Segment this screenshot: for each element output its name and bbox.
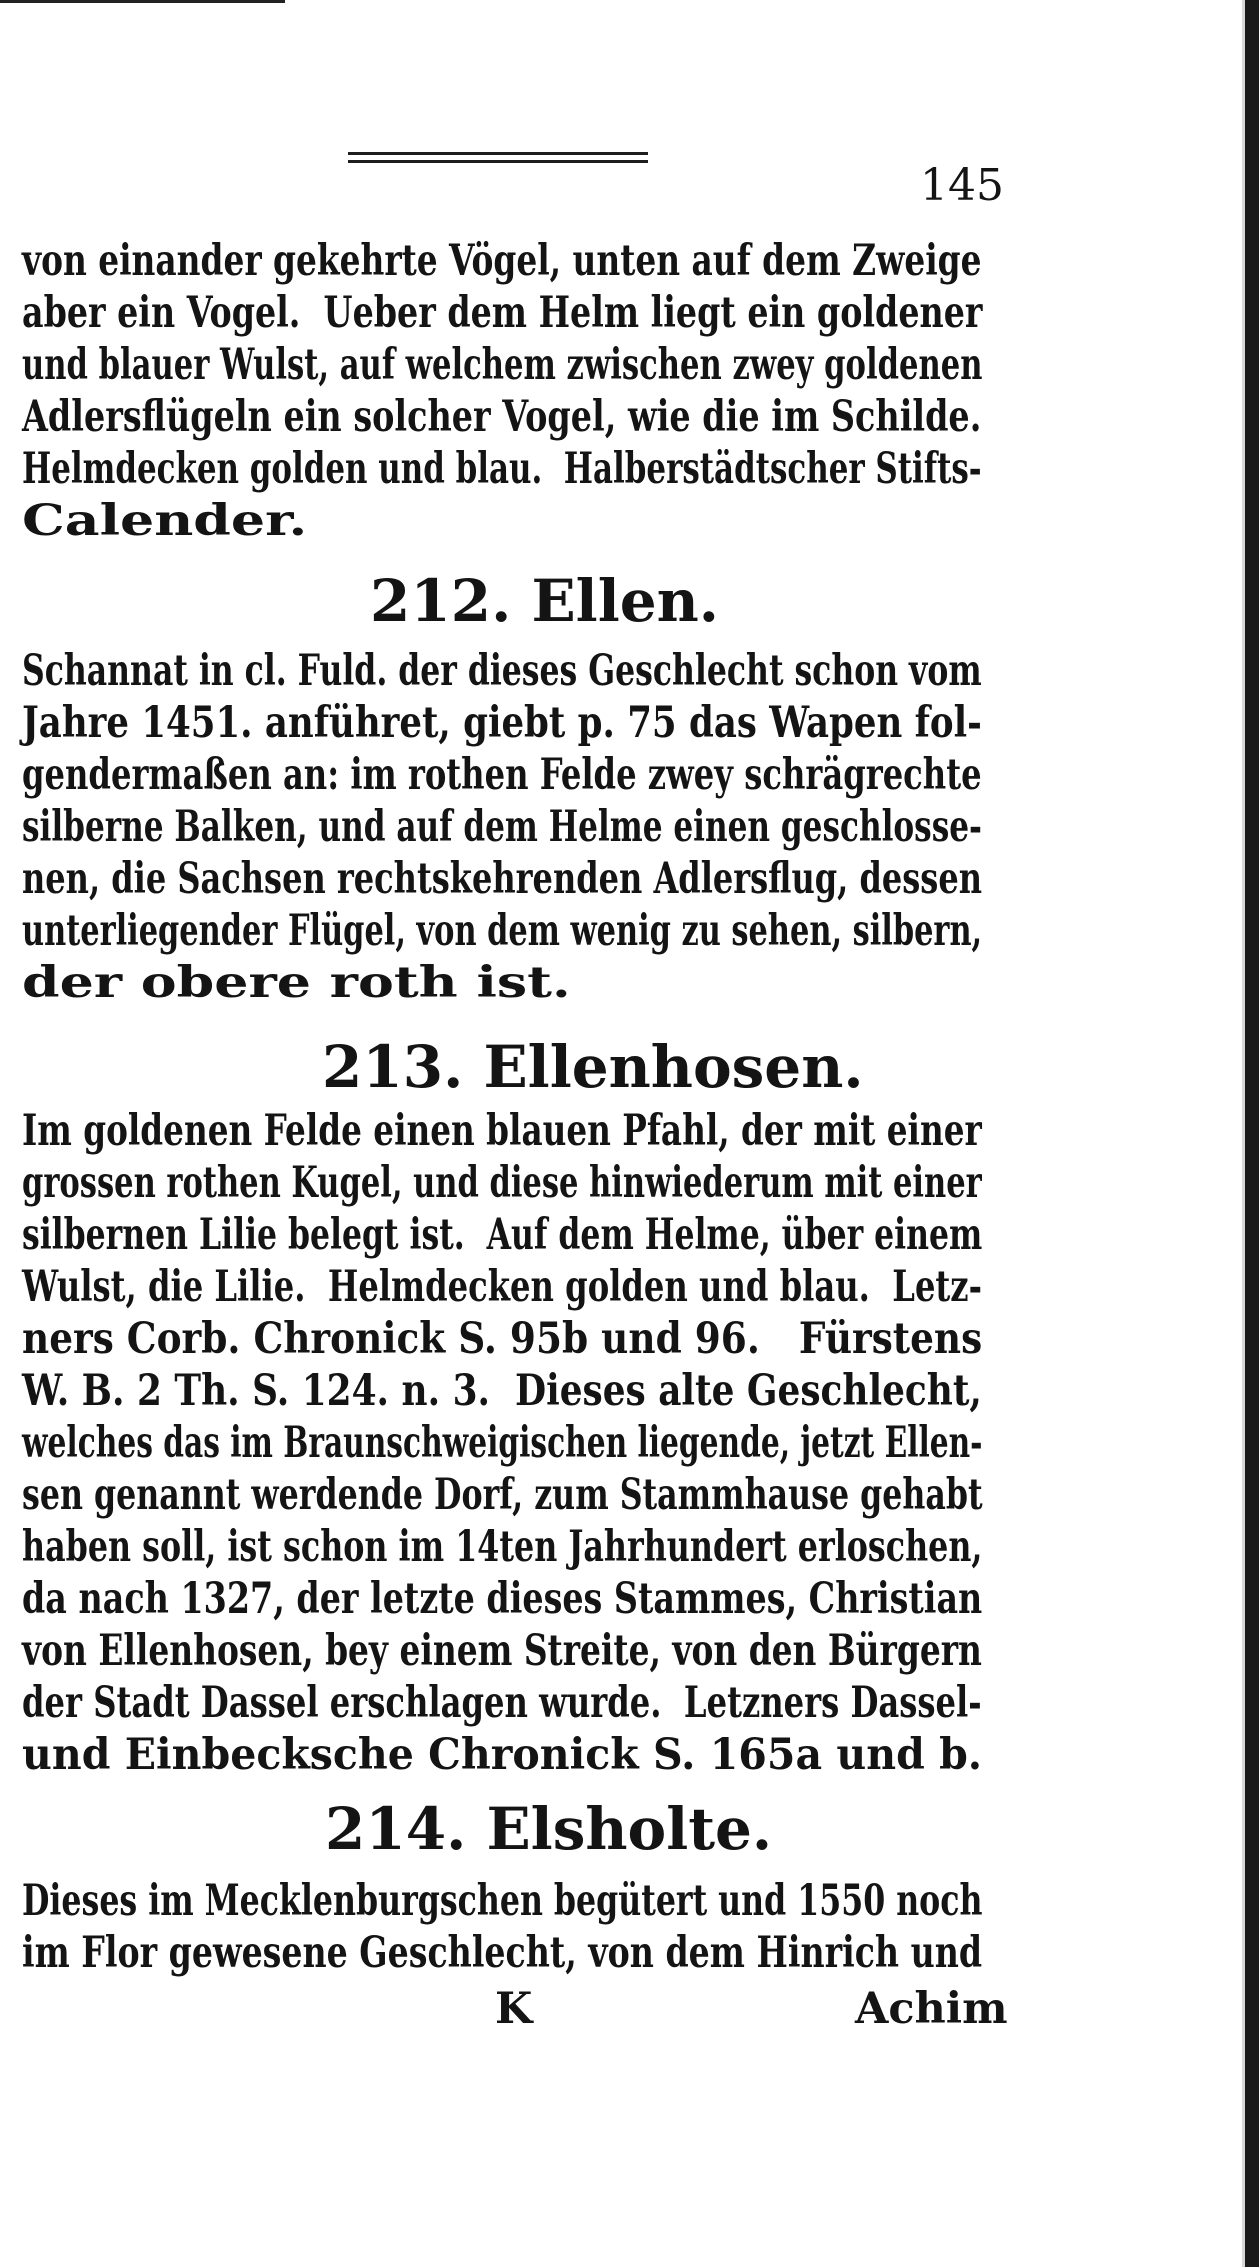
entry-line: der Stadt Dassel erschlagen wurde. Letzners Dassel-: [22, 1678, 982, 1728]
entry-line: der obere roth ist.: [22, 958, 571, 1008]
entry-line: und Einbecksche Chronick S. 165a und b.: [22, 1730, 983, 1780]
entry-line: ners Corb. Chronick S. 95b und 96. Fürstens: [22, 1314, 983, 1364]
header-ornament: [348, 152, 648, 168]
entry-line: Wulst, die Lilie. Helmdecken golden und blau. Letz-: [22, 1262, 982, 1312]
entry-line: da nach 1327, der letzte dieses Stammes, Christian: [22, 1574, 983, 1624]
entry-heading: 212. Ellen.: [370, 567, 719, 635]
entry-line: haben soll, ist schon im 14ten Jahrhundert erloschen,: [22, 1522, 983, 1572]
signature-mark: K: [495, 1984, 533, 2034]
entry-line: nen, die Sachsen rechtskehrenden Adlersflug, dessen: [22, 854, 982, 904]
entry-line: sen genannt werdende Dorf, zum Stammhause gehabt: [22, 1470, 983, 1520]
intro-line: Adlersflügeln ein solcher Vogel, wie die im Schilde.: [22, 392, 982, 442]
entry-line: Dieses im Mecklenburgschen begütert und 1550 noch: [22, 1876, 983, 1926]
page-edge-shadow: [1245, 0, 1259, 2267]
entry-line: von Ellenhosen, bey einem Streite, von den Bürgern: [22, 1626, 982, 1676]
intro-line: von einander gekehrte Vögel, unten auf dem Zweige: [22, 236, 982, 286]
entry-line: gendermaßen an: im rothen Felde zwey schrägrechte: [22, 750, 982, 800]
entry-heading: 214. Elsholte.: [325, 1795, 773, 1863]
intro-line: und blauer Wulst, auf welchem zwischen zwey goldenen: [22, 340, 983, 390]
entry-line: grossen rothen Kugel, und diese hinwiederum mit einer: [22, 1158, 982, 1208]
entry-line: Im goldenen Felde einen blauen Pfahl, der mit einer: [22, 1106, 982, 1156]
entry-line: Schannat in cl. Fuld. der dieses Geschlecht schon vom: [22, 646, 982, 696]
entry-line: welches das im Braunschweigischen liegende, jetzt Ellen-: [22, 1418, 983, 1468]
entry-line: im Flor gewesene Geschlecht, von dem Hinrich und: [22, 1928, 983, 1978]
intro-line: Helmdecken golden und blau. Halberstädtscher Stifts-: [22, 444, 982, 494]
intro-line: aber ein Vogel. Ueber dem Helm liegt ein goldener: [22, 288, 983, 338]
page-number: 145: [920, 160, 1004, 211]
entry-line: silberne Balken, und auf dem Helme einen geschlosse-: [22, 802, 982, 852]
entry-line: Jahre 1451. anführet, giebt p. 75 das Wapen fol-: [22, 698, 982, 748]
entry-heading: 213. Ellenhosen.: [322, 1033, 864, 1101]
catchword: Achim: [855, 1984, 1008, 2034]
entry-line: W. B. 2 Th. S. 124. n. 3. Dieses alte Geschlecht,: [22, 1366, 982, 1416]
top-left-rule: [0, 0, 285, 3]
entry-line: unterliegender Flügel, von dem wenig zu sehen, silbern,: [22, 906, 983, 956]
intro-line: Calender.: [22, 496, 308, 546]
entry-line: silbernen Lilie belegt ist. Auf dem Helme, über einem: [22, 1210, 983, 1260]
